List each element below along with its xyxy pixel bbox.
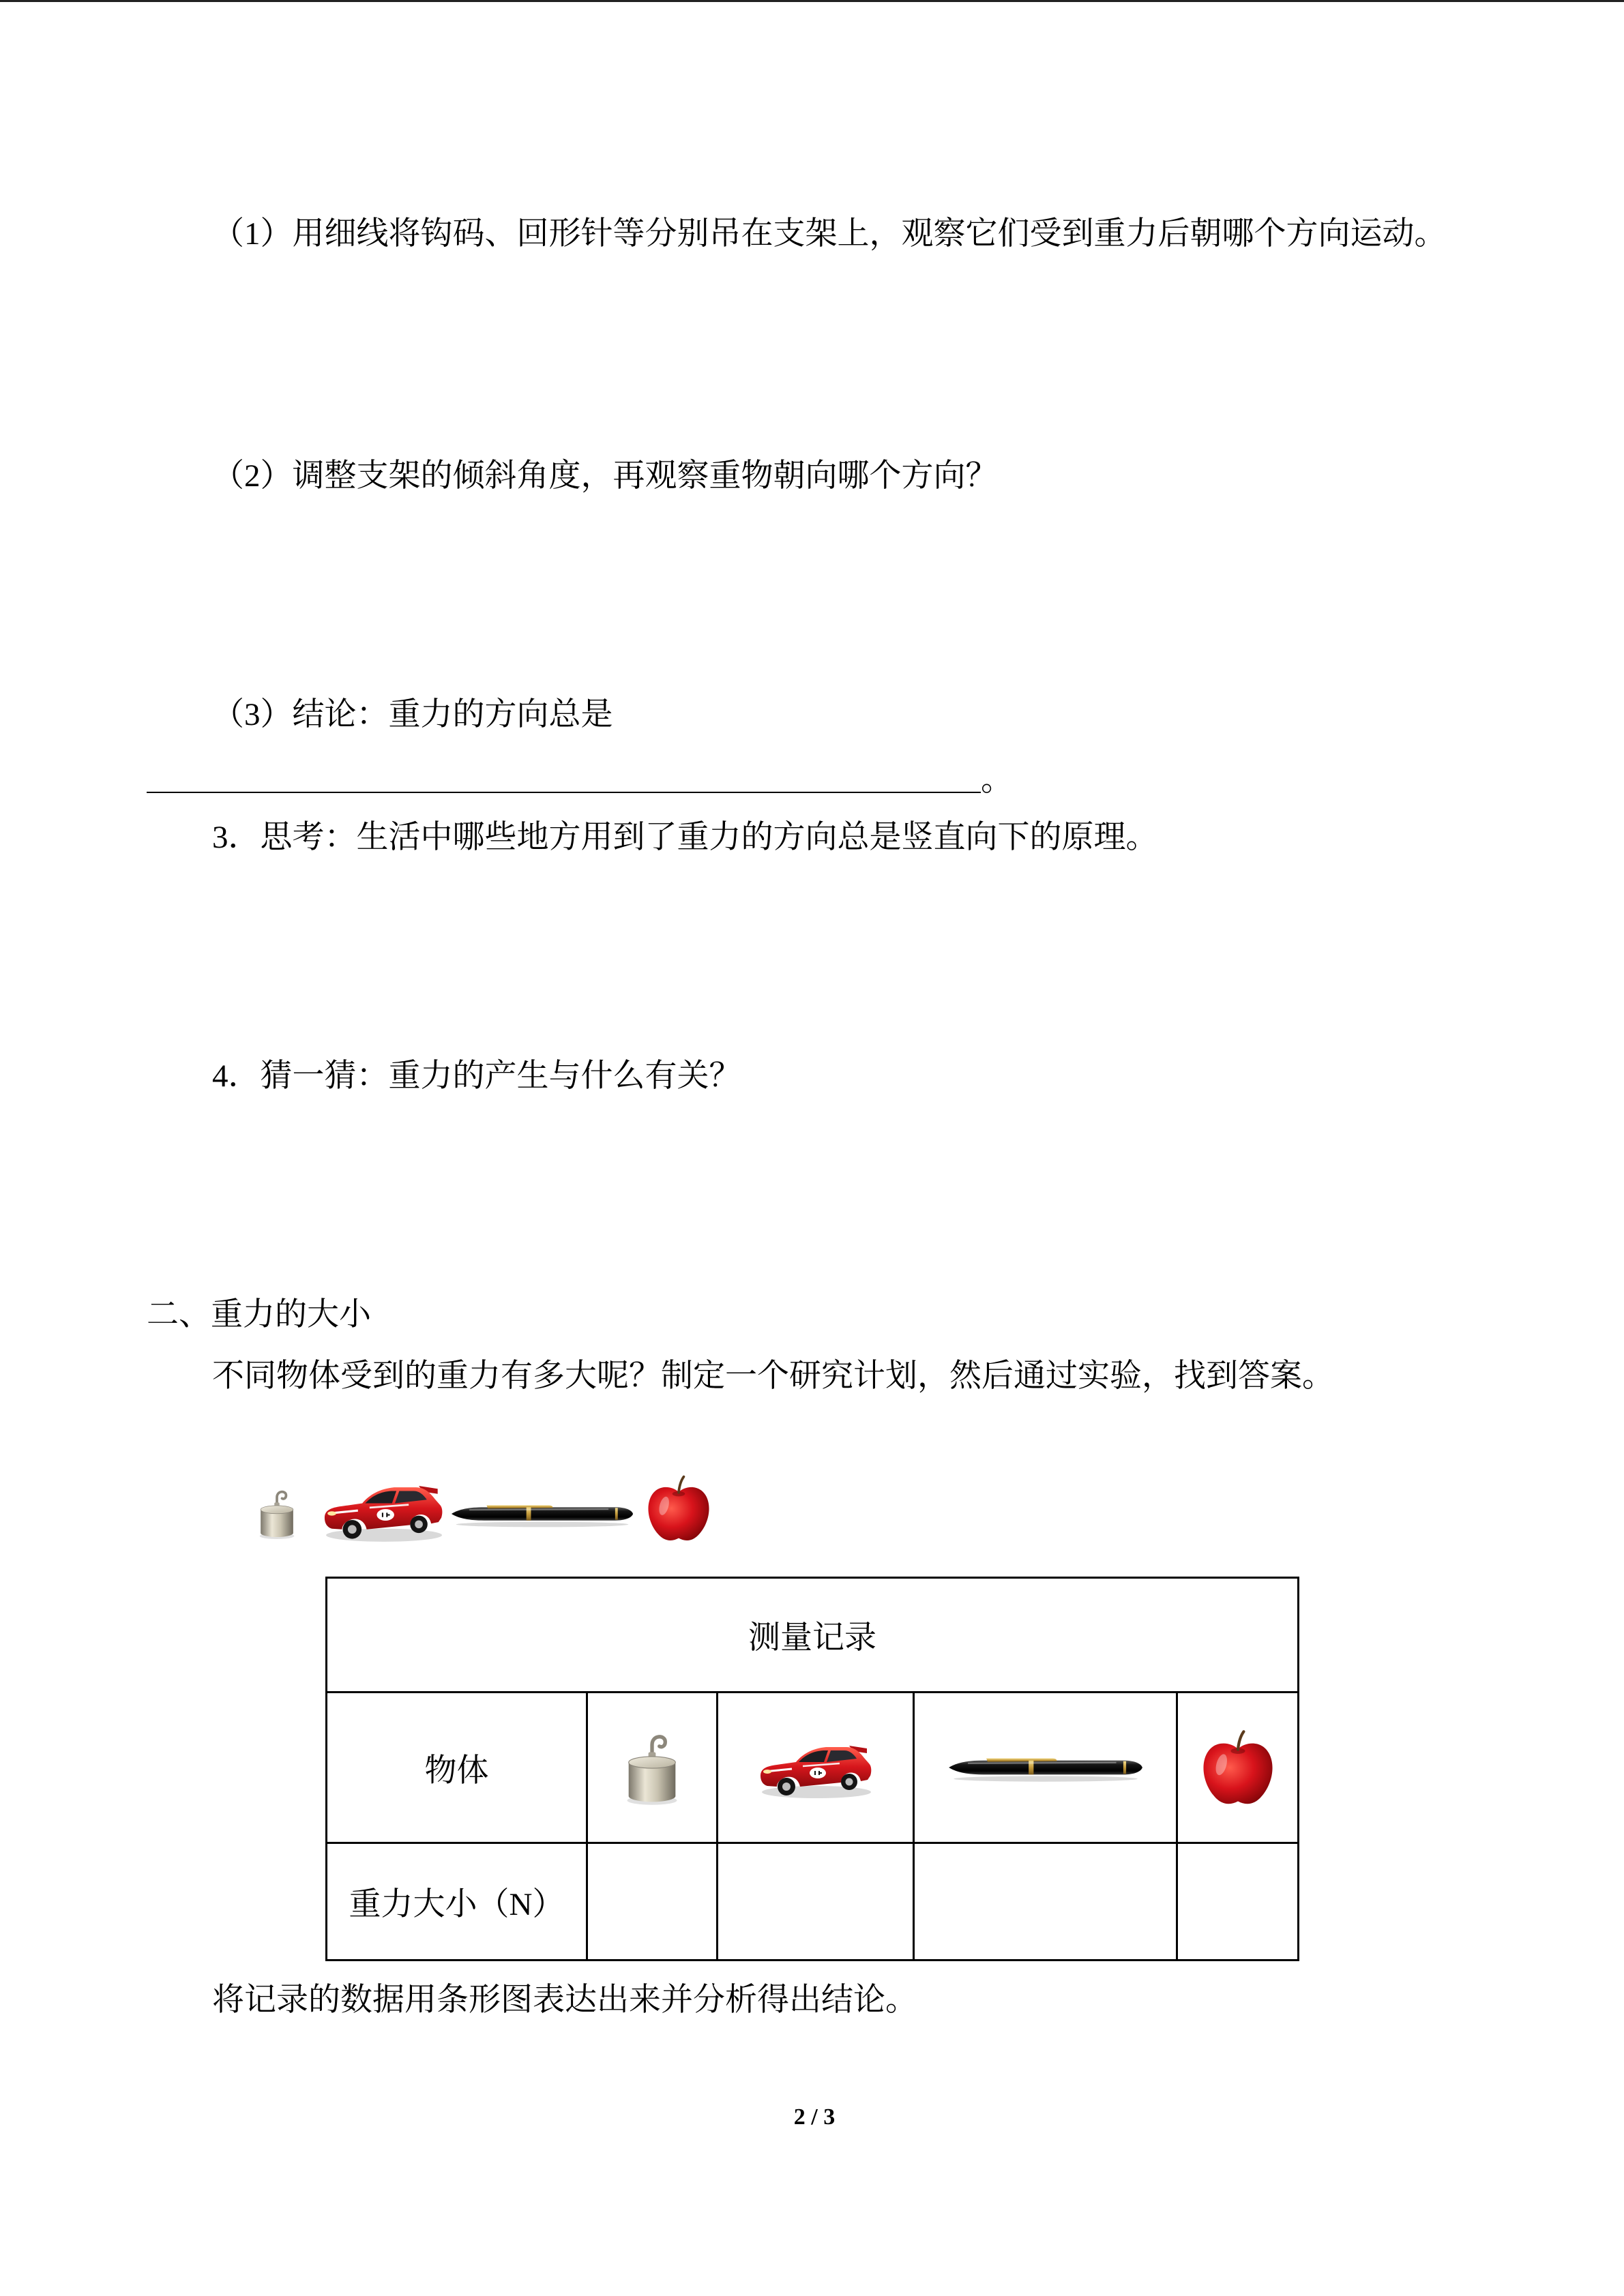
section-heading: 二、重力的大小: [147, 1297, 371, 1332]
apple-icon: [636, 1473, 722, 1544]
fountain-pen-icon: [947, 1750, 1145, 1785]
page-number: 2 / 3: [793, 2104, 836, 2130]
question-3: 3．思考：生活中哪些地方用到了重力的方向总是竖直向下的原理。: [212, 820, 1158, 855]
weight-cell-apple: [1177, 1843, 1299, 1960]
object-cell-toy-car: [718, 1693, 914, 1843]
question-4: 4．猜一猜：重力的产生与什么有关？: [212, 1058, 741, 1094]
experiment-step-1: （1）用细线将钩码、回形针等分别吊在支架上，观察它们受到重力后朝哪个方向运动。: [212, 216, 1447, 252]
hook-weight-icon: [246, 1485, 308, 1541]
answer-blank-line: [147, 792, 981, 793]
weight-cell-fountain-pen: [914, 1843, 1177, 1960]
answer-blank-period: 。: [981, 762, 1013, 798]
table-row-weights: [327, 1843, 1299, 1960]
object-cell-apple: [1177, 1693, 1299, 1843]
page-top-edge: [0, 0, 1624, 2]
weight-row-label: 重力大小（N）: [327, 1843, 587, 1960]
weight-cell-hook-weight: [587, 1843, 718, 1960]
closing-instruction: 将记录的数据用条形图表达出来并分析得出结论。: [212, 1982, 917, 2018]
toy-car-icon: [321, 1474, 446, 1544]
table-title-row: [327, 1578, 1299, 1693]
toy-car-icon: [757, 1735, 874, 1800]
weight-cell-toy-car: [718, 1843, 914, 1960]
experiment-step-2: （2）调整支架的倾斜角度，再观察重物朝向哪个方向？: [212, 458, 998, 494]
object-row-label: 物体: [327, 1693, 587, 1843]
fountain-pen-icon: [449, 1497, 635, 1530]
apple-icon: [1198, 1727, 1278, 1808]
hook-weight-icon: [621, 1727, 683, 1808]
table-title: 测量记录: [327, 1578, 1299, 1693]
object-cell-fountain-pen: [914, 1693, 1177, 1843]
experiment-step-3-conclusion: （3）结论：重力的方向总是: [212, 697, 613, 732]
section-intro: 不同物体受到的重力有多大呢？制定一个研究计划，然后通过实验，找到答案。: [212, 1358, 1334, 1394]
object-cell-hook-weight: [587, 1693, 718, 1843]
measurement-record-table: [325, 1577, 1299, 1961]
table-row-objects: [327, 1693, 1299, 1843]
